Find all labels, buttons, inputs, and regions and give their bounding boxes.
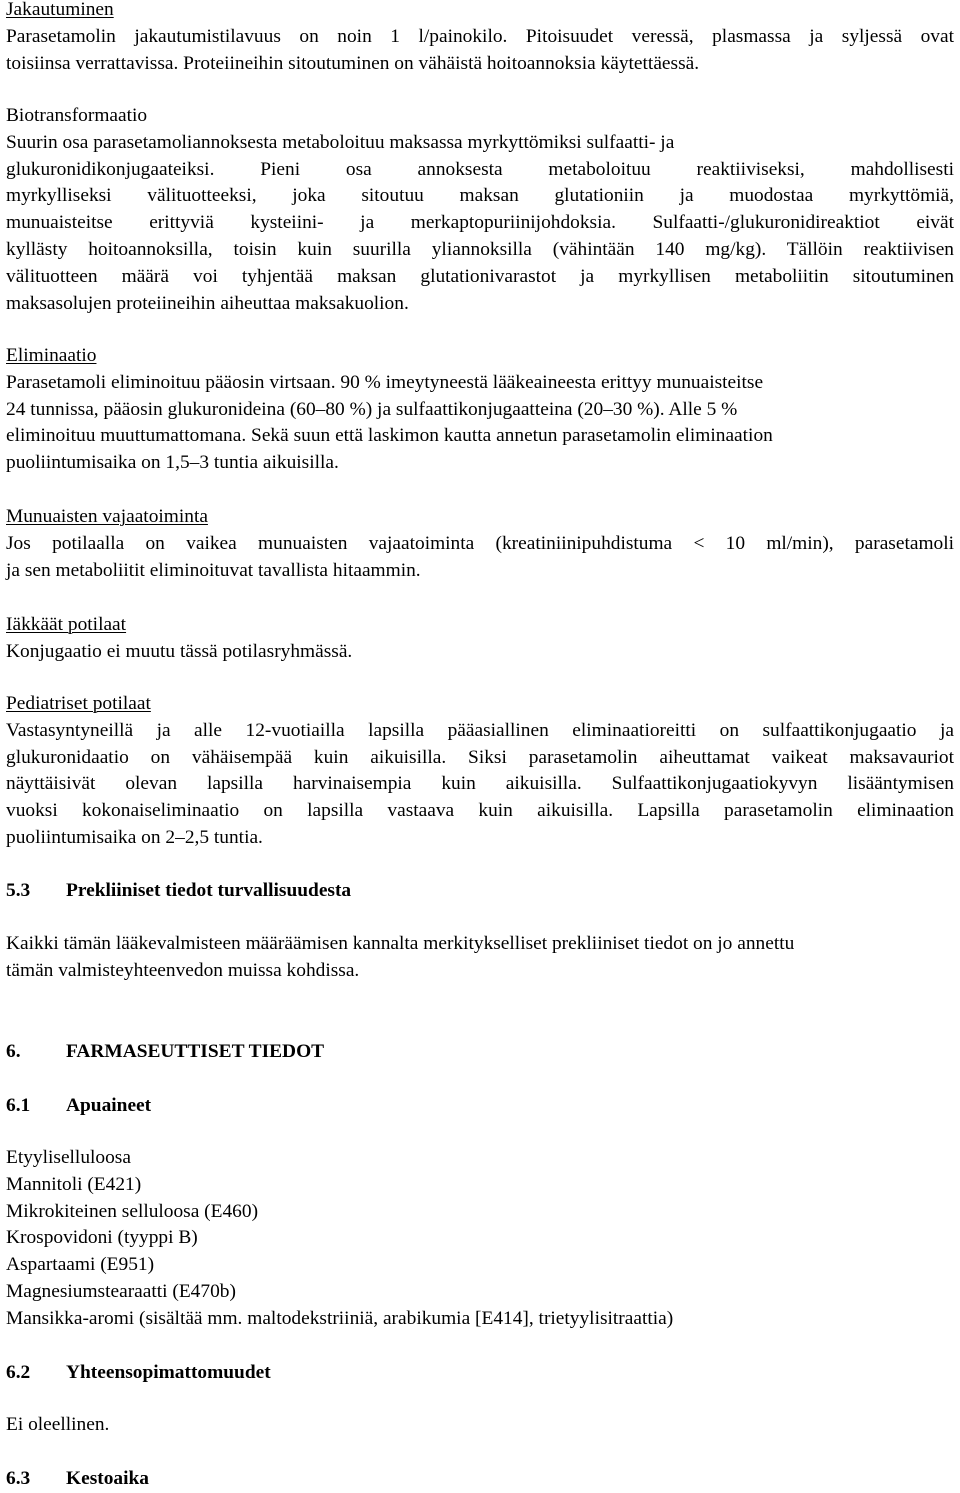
paragraph-line: puoliintumisaika on 1,5–3 tuntia aikuisilla.: [6, 452, 339, 474]
section-heading-6-2: [6, 1360, 954, 1387]
section-heading-5-3: [6, 878, 954, 905]
paragraph-line: eliminoituu muuttumattomana. Sekä suun että laskimon kautta annetun parasetamolin eliminaation: [6, 425, 773, 447]
section-iakkaat-potilaat: [6, 612, 954, 666]
section-heading-title: Prekliiniset tiedot turvallisuudesta: [66, 880, 352, 901]
list-item: Mannitoli (E421): [6, 1173, 142, 1195]
section-number: 6.3: [6, 1468, 31, 1489]
paragraph-line: Suurin osa parasetamoliannoksesta metaboloituu maksassa myrkyttömiksi sulfaatti- ja: [6, 131, 675, 153]
paragraph-line: välituotteen määrä voi tyhjentää maksan glutationivarastot ja myrkyllisen metaboliitin sitoutuminen: [6, 265, 954, 287]
paragraph-line: puoliintumisaika on 2–2,5 tuntia.: [6, 826, 263, 848]
paragraph-line: Vastasyntyneillä ja alle 12-vuotiailla lapsilla pääasiallinen eliminaatioreitti on sulfaattikonjugaatio ja: [6, 719, 954, 741]
section-heading-6-3: [6, 1466, 954, 1493]
paragraph-line: näyttäisivät olevan lapsilla harvinaisempia kuin aikuisilla. Sulfaattikonjugaatiokyvyn lisääntymisen: [6, 773, 954, 795]
list-item: Aspartaami (E951): [6, 1254, 155, 1276]
section-title: Eliminaatio: [6, 345, 97, 366]
paragraph-line: maksasolujen proteiineihin aiheuttaa maksakuolion.: [6, 292, 409, 314]
paragraph-line: glukuronidikonjugaateiksi. Pieni osa annoksesta metaboloituu reaktiiviseksi, mahdollisesti: [6, 158, 954, 180]
paragraph-line: toisiinsa verrattavissa. Proteiineihin sitoutuminen on vähäistä hoitoannoksia käytettäessä.: [6, 52, 700, 74]
section-heading-title: FARMASEUTTISET TIEDOT: [66, 1041, 325, 1062]
excipient-list: [6, 1145, 954, 1333]
paragraph-line: Parasetamolin jakautumistilavuus on noin 1 l/painokilo. Pitoisuudet veressä, plasmassa ja syljessä ovat: [6, 25, 954, 47]
section-heading-6-1: [6, 1093, 954, 1120]
paragraph-line: Ei oleellinen.: [6, 1414, 110, 1435]
paragraph-line: ja sen metaboliitit eliminoituvat tavallista hitaammin.: [6, 559, 421, 581]
section-heading-title: Yhteensopimattomuudet: [66, 1362, 271, 1383]
paragraph-line: Jos potilaalla on vaikea munuaisten vajaatoiminta (kreatiniinipuhdistuma < 10 ml/min), parasetamoli: [6, 532, 954, 554]
paragraph-line: vuoksi kokonaiseliminaatio on lapsilla vastaava kuin aikuisilla. Lapsilla parasetamolin eliminaation: [6, 800, 954, 822]
section-heading-title: Apuaineet: [66, 1095, 152, 1116]
paragraph-line: Konjugaatio ei muutu tässä potilasryhmässä.: [6, 640, 353, 662]
section-title: Jakautuminen: [6, 0, 114, 20]
list-item: Mansikka-aromi (sisältää mm. maltodekstriiniä, arabikumia [E414], trietyylisitraattia): [6, 1307, 674, 1329]
section-number: 5.3: [6, 880, 31, 901]
paragraph-line: glukuronidaatio on vähäisempää kuin aikuisilla. Siksi parasetamolin aiheuttamat vaikeat maksavauriot: [6, 746, 954, 768]
paragraph-line: Parasetamoli eliminoituu pääosin virtsaan. 90 % imeytyneestä lääkeaineesta erittyy munuaisteitse: [6, 371, 764, 393]
section-heading-title: Kestoaika: [66, 1468, 149, 1489]
paragraph-line: tämän valmisteyhteenvedon muissa kohdissa.: [6, 959, 360, 981]
paragraph-line: Kaikki tämän lääkevalmisteen määräämisen kannalta merkitykselliset prekliiniset tiedot on jo annettu: [6, 933, 795, 954]
section-title: Pediatriset potilaat: [6, 693, 151, 714]
section-5-3-body: [6, 931, 954, 985]
section-number: 6.: [6, 1041, 21, 1062]
list-item: Etyyliselluloosa: [6, 1147, 131, 1168]
section-title: Munuaisten vajaatoiminta: [6, 506, 208, 527]
paragraph-line: kyllästy hoitoannoksilla, toisin kuin suurilla yliannoksilla (vähintään 140 mg/kg). Tällöin reaktiivisen: [6, 238, 954, 260]
section-title: Biotransformaatio: [6, 105, 148, 126]
list-item: Mikrokiteinen selluloosa (E460): [6, 1200, 259, 1222]
list-item: Krospovidoni (tyyppi B): [6, 1227, 198, 1249]
section-title: Iäkkäät potilaat: [6, 614, 127, 635]
section-heading-6: [6, 1039, 954, 1066]
section-pediatriset-potilaat: [6, 691, 954, 852]
section-biotransformaatio: [6, 103, 954, 317]
section-number: 6.2: [6, 1362, 31, 1383]
paragraph-line: 24 tunnissa, pääosin glukuronideina (60–80 %) ja sulfaattikonjugaatteina (20–30 %). Alle 5 %: [6, 398, 738, 420]
section-eliminaatio: [6, 343, 954, 477]
section-jakautuminen: [6, 0, 954, 77]
section-number: 6.1: [6, 1095, 31, 1116]
paragraph-line: munuaisteitse erittyviä kysteiini- ja merkaptopuriinijohdoksia. Sulfaatti-/glukuronidireaktiot eivät: [6, 212, 954, 234]
section-munuaisten-vajaatoiminta: [6, 504, 954, 584]
paragraph-line: myrkylliseksi välituotteeksi, joka sitoutuu maksan glutationiin ja muodostaa myrkyttömiä,: [6, 185, 954, 207]
list-item: Magnesiumstearaatti (E470b): [6, 1280, 236, 1302]
